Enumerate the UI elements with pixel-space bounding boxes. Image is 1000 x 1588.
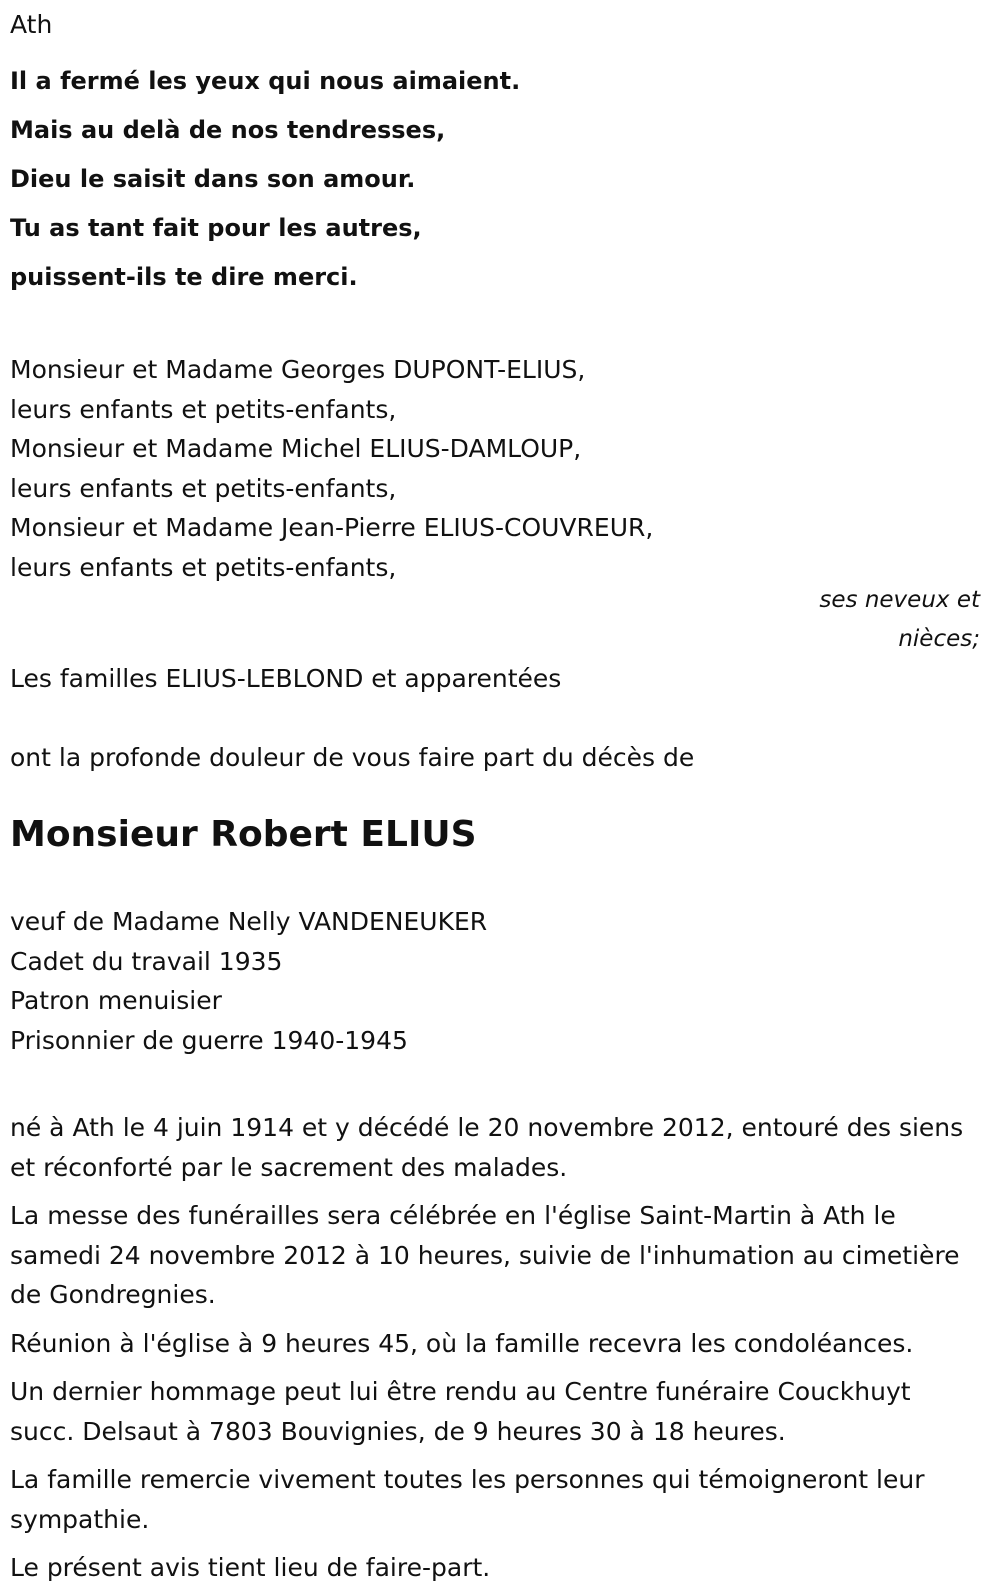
verse-line: Tu as tant fait pour les autres, [10, 214, 422, 242]
family-line: leurs enfants et petits-enfants, [10, 473, 397, 503]
family-line: Monsieur et Madame Jean-Pierre ELIUS-COUVREUR, [10, 513, 654, 542]
deceased-details [10, 902, 980, 1060]
family-line: Monsieur et Madame Georges DUPONT-ELIUS, [10, 355, 586, 384]
detail-line: Patron menuisier [10, 986, 222, 1015]
paragraph-notice: Le présent avis tient lieu de faire-part. [10, 1553, 491, 1582]
location-heading: Ath [10, 10, 53, 39]
nieces-note-line: ses neveux et [819, 587, 980, 613]
detail-line: Prisonnier de guerre 1940-1945 [10, 1025, 408, 1055]
verse-line: Il a fermé les yeux qui nous aimaient. [10, 67, 521, 95]
verse-line: puissent-ils te dire merci. [10, 263, 358, 291]
families-list [10, 350, 980, 587]
detail-line: veuf de Madame Nelly VANDENEUKER [10, 907, 488, 936]
paragraph-meeting: Réunion à l'église à 9 heures 45, où la famille recevra les condoléances. [10, 1328, 914, 1358]
detail-line: Cadet du travail 1935 [10, 946, 283, 976]
paragraph-thanks: La famille remercie vivement toutes les personnes qui témoigneront leur sympathie. [10, 1465, 925, 1534]
family-line: leurs enfants et petits-enfants, [10, 394, 397, 424]
paragraph-birth-death: né à Ath le 4 juin 1914 et y décédé le 20 novembre 2012, entouré des siens et réconforté par le sacrement des malades. [10, 1113, 964, 1182]
announcement: ont la profonde douleur de vous faire part du décès de [10, 743, 695, 772]
nieces-note-line: nièces; [898, 626, 980, 652]
verse-line: Mais au delà de nos tendresses, [10, 116, 446, 144]
deceased-name: Monsieur Robert ELIUS [10, 814, 477, 855]
verse-block [10, 42, 980, 302]
nieces-note [10, 581, 980, 659]
paragraph-funeral-mass: La messe des funérailles sera célébrée en l'église Saint-Martin à Ath le samedi 24 novembre 2012 à 10 heures, suivie de l'inhumation au cimetière de Gondregnies. [10, 1201, 960, 1309]
obituary-notice [10, 8, 980, 1588]
verse-line: Dieu le saisit dans son amour. [10, 165, 416, 193]
family-line: leurs enfants et petits-enfants, [10, 552, 397, 582]
family-line: Monsieur et Madame Michel ELIUS-DAMLOUP, [10, 434, 582, 463]
paragraph-tribute: Un dernier hommage peut lui être rendu au Centre funéraire Couckhuyt succ. Delsaut à 7803 Bouvignies, de 9 heures 30 à 18 heures. [10, 1377, 911, 1446]
other-families: Les familles ELIUS-LEBLOND et apparentées [10, 664, 562, 693]
notice-paragraphs [10, 1108, 980, 1588]
